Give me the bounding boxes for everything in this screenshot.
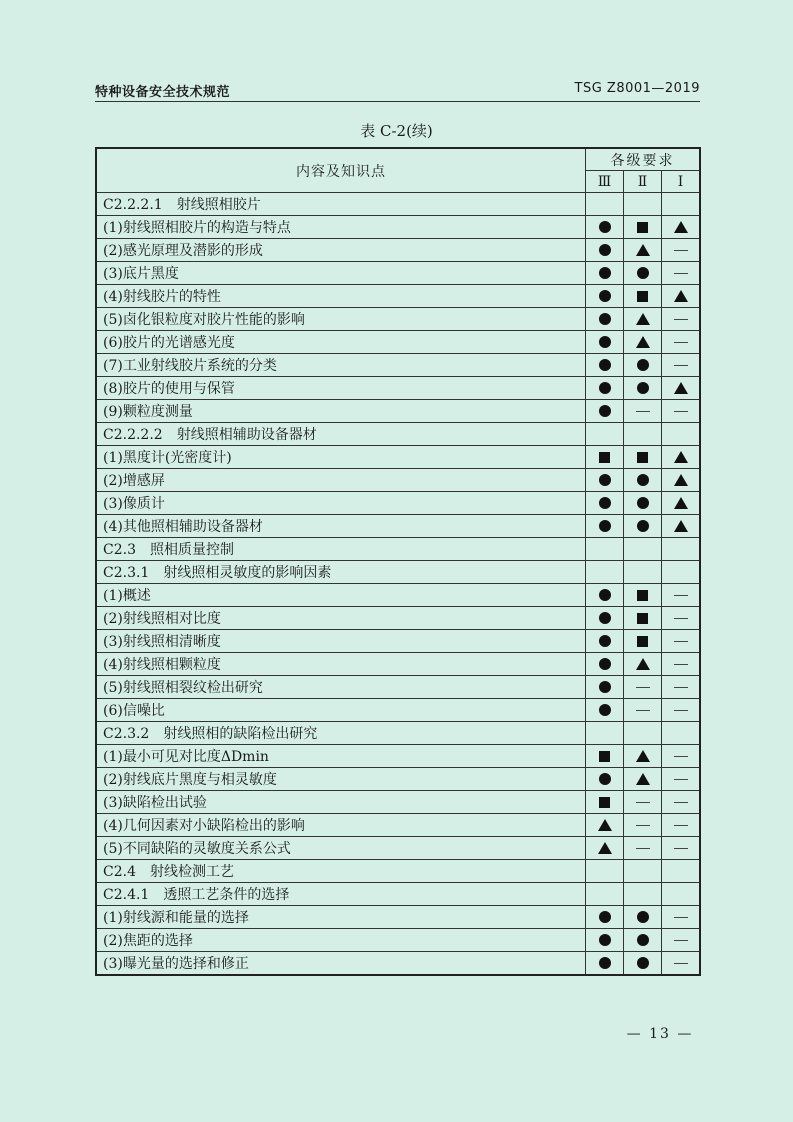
circle-icon (599, 382, 611, 394)
requirement-cell (624, 676, 662, 699)
row-topic: (2)焦距的选择 (96, 929, 586, 952)
circle-icon (599, 221, 611, 233)
table-row (96, 653, 700, 676)
requirement-cell (662, 837, 701, 860)
requirement-cell (662, 814, 701, 837)
circle-icon (599, 911, 611, 923)
requirement-cell (662, 262, 701, 285)
table-row (96, 860, 700, 883)
requirement-cell (624, 469, 662, 492)
triangle-icon (636, 336, 650, 348)
requirement-cell (662, 906, 701, 929)
requirement-cell (586, 653, 624, 676)
row-topic: (1)概述 (96, 584, 586, 607)
requirement-cell (586, 515, 624, 538)
triangle-icon (674, 382, 688, 394)
row-topic: C2.2.2.2 射线照相辅助设备器材 (96, 423, 586, 446)
dash-icon (636, 825, 650, 826)
row-topic: (4)几何因素对小缺陷检出的影响 (96, 814, 586, 837)
requirement-cell (586, 538, 624, 561)
row-topic: C2.2.2.1 射线照相胶片 (96, 193, 586, 216)
circle-icon (599, 934, 611, 946)
requirement-cell (624, 883, 662, 906)
requirement-cell (624, 722, 662, 745)
requirement-cell (624, 699, 662, 722)
dash-icon (674, 940, 688, 941)
requirement-cell (662, 722, 701, 745)
requirement-cell (662, 745, 701, 768)
table-row (96, 676, 700, 699)
row-topic: (9)颗粒度测量 (96, 400, 586, 423)
requirement-cell (662, 676, 701, 699)
requirement-cell (586, 308, 624, 331)
table-row (96, 262, 700, 285)
requirement-cell (662, 400, 701, 423)
row-topic: C2.3.2 射线照相的缺陷检出研究 (96, 722, 586, 745)
requirement-cell (624, 745, 662, 768)
row-topic: C2.4.1 透照工艺条件的选择 (96, 883, 586, 906)
requirement-cell (586, 262, 624, 285)
requirement-cell (586, 423, 624, 446)
triangle-icon (598, 819, 612, 831)
circle-icon (637, 911, 649, 923)
table-row (96, 584, 700, 607)
requirement-cell (586, 860, 624, 883)
requirement-cell (662, 423, 701, 446)
requirement-cell (662, 331, 701, 354)
page-number: — 13 — (626, 1026, 694, 1042)
circle-icon (637, 359, 649, 371)
requirement-cell (586, 906, 624, 929)
row-topic: (1)黑度计(光密度计) (96, 446, 586, 469)
circle-icon (637, 497, 649, 509)
requirement-cell (624, 423, 662, 446)
requirement-cell (586, 837, 624, 860)
triangle-icon (674, 290, 688, 302)
row-topic: (7)工业射线胶片系统的分类 (96, 354, 586, 377)
table-row (96, 377, 700, 400)
table-row (96, 814, 700, 837)
triangle-icon (674, 520, 688, 532)
square-icon (599, 797, 610, 808)
requirement-cell (624, 860, 662, 883)
circle-icon (599, 474, 611, 486)
requirement-cell (624, 515, 662, 538)
requirement-cell (662, 193, 701, 216)
circle-icon (599, 313, 611, 325)
triangle-icon (636, 658, 650, 670)
row-topic: (3)底片黑度 (96, 262, 586, 285)
triangle-icon (636, 244, 650, 256)
triangle-icon (674, 497, 688, 509)
row-topic: (2)增感屏 (96, 469, 586, 492)
row-topic: (4)射线照相颗粒度 (96, 653, 586, 676)
requirement-cell (624, 492, 662, 515)
table-row (96, 400, 700, 423)
row-topic: (3)像质计 (96, 492, 586, 515)
circle-icon (637, 520, 649, 532)
circle-icon (599, 359, 611, 371)
requirement-cell (662, 285, 701, 308)
requirement-cell (624, 630, 662, 653)
dash-icon (674, 250, 688, 251)
circle-icon (599, 635, 611, 647)
table-body (96, 193, 700, 976)
circle-icon (599, 520, 611, 532)
table-row (96, 607, 700, 630)
circle-icon (599, 773, 611, 785)
row-topic: (3)射线照相清晰度 (96, 630, 586, 653)
requirement-cell (624, 768, 662, 791)
requirement-cell (624, 791, 662, 814)
requirement-cell (586, 584, 624, 607)
level-header-iii: Ⅲ (586, 171, 624, 193)
requirement-cell (662, 768, 701, 791)
requirement-cell (624, 216, 662, 239)
table-row (96, 929, 700, 952)
row-topic: (6)信噪比 (96, 699, 586, 722)
requirement-cell (624, 538, 662, 561)
row-topic: C2.3 照相质量控制 (96, 538, 586, 561)
dash-icon (636, 802, 650, 803)
requirement-cell (586, 216, 624, 239)
row-topic: (5)卤化银粒度对胶片性能的影响 (96, 308, 586, 331)
content-column-header: 内容及知识点 (96, 148, 586, 193)
dash-icon (674, 710, 688, 711)
row-topic: (1)最小可见对比度ΔDmin (96, 745, 586, 768)
requirement-cell (624, 446, 662, 469)
square-icon (637, 291, 648, 302)
requirement-cell (662, 561, 701, 584)
requirement-cell (624, 952, 662, 976)
requirement-cell (662, 446, 701, 469)
running-header (95, 79, 700, 102)
requirement-cell (662, 952, 701, 976)
circle-icon (599, 658, 611, 670)
requirement-cell (624, 584, 662, 607)
requirement-cell (586, 492, 624, 515)
row-topic: (8)胶片的使用与保管 (96, 377, 586, 400)
circle-icon (599, 612, 611, 624)
requirement-cell (662, 607, 701, 630)
row-topic: (6)胶片的光谱感光度 (96, 331, 586, 354)
requirement-cell (662, 239, 701, 262)
triangle-icon (636, 773, 650, 785)
requirement-cell (586, 193, 624, 216)
square-icon (637, 636, 648, 647)
requirement-cell (586, 561, 624, 584)
table-row (96, 837, 700, 860)
table-row (96, 285, 700, 308)
row-topic: (4)射线胶片的特性 (96, 285, 586, 308)
table-row (96, 515, 700, 538)
dash-icon (674, 411, 688, 412)
dash-icon (636, 687, 650, 688)
row-topic: C2.4 射线检测工艺 (96, 860, 586, 883)
header-title: 特种设备安全技术规范 (95, 85, 231, 100)
table-row (96, 883, 700, 906)
requirement-cell (624, 262, 662, 285)
triangle-icon (636, 750, 650, 762)
requirement-cell (662, 630, 701, 653)
requirement-cell (662, 492, 701, 515)
requirement-cell (662, 883, 701, 906)
requirement-cell (586, 239, 624, 262)
circle-icon (599, 497, 611, 509)
requirement-cell (586, 883, 624, 906)
dash-icon (674, 802, 688, 803)
row-topic: (4)其他照相辅助设备器材 (96, 515, 586, 538)
table-row (96, 239, 700, 262)
requirement-cell (586, 768, 624, 791)
table-row (96, 331, 700, 354)
level-group-header: 各级要求 (586, 148, 701, 171)
square-icon (637, 452, 648, 463)
circle-icon (637, 934, 649, 946)
table-row (96, 630, 700, 653)
table-row (96, 561, 700, 584)
requirement-cell (662, 216, 701, 239)
circle-icon (599, 589, 611, 601)
row-topic: C2.3.1 射线照相灵敏度的影响因素 (96, 561, 586, 584)
dash-icon (674, 848, 688, 849)
requirement-cell (624, 653, 662, 676)
dash-icon (674, 342, 688, 343)
table-row (96, 745, 700, 768)
requirement-cell (586, 469, 624, 492)
row-topic: (2)射线底片黑度与相灵敏度 (96, 768, 586, 791)
row-topic: (3)曝光量的选择和修正 (96, 952, 586, 976)
requirement-cell (624, 561, 662, 584)
row-topic: (2)射线照相对比度 (96, 607, 586, 630)
dash-icon (636, 710, 650, 711)
requirement-cell (586, 745, 624, 768)
requirement-cell (624, 929, 662, 952)
square-icon (599, 751, 610, 762)
requirement-cell (586, 791, 624, 814)
circle-icon (637, 474, 649, 486)
circle-icon (637, 267, 649, 279)
table-row (96, 791, 700, 814)
table-row (96, 699, 700, 722)
requirement-cell (624, 906, 662, 929)
table-row (96, 308, 700, 331)
dash-icon (674, 664, 688, 665)
dash-icon (674, 319, 688, 320)
requirement-cell (662, 354, 701, 377)
dash-icon (674, 756, 688, 757)
requirement-cell (662, 584, 701, 607)
circle-icon (637, 382, 649, 394)
table-row (96, 354, 700, 377)
dash-icon (674, 641, 688, 642)
requirement-cell (662, 699, 701, 722)
requirement-cell (586, 814, 624, 837)
requirement-cell (662, 791, 701, 814)
requirement-cell (586, 676, 624, 699)
table-row (96, 538, 700, 561)
requirement-cell (586, 354, 624, 377)
requirement-cell (624, 308, 662, 331)
table-row (96, 193, 700, 216)
requirements-table (95, 147, 701, 976)
dash-icon (674, 917, 688, 918)
row-topic: (1)射线照相胶片的构造与特点 (96, 216, 586, 239)
requirement-cell (662, 653, 701, 676)
dash-icon (674, 779, 688, 780)
table-row (96, 906, 700, 929)
level-header-i: Ⅰ (662, 171, 701, 193)
circle-icon (599, 405, 611, 417)
table-row (96, 952, 700, 976)
requirement-cell (662, 929, 701, 952)
table-caption: 表 C-2(续) (360, 122, 433, 140)
dash-icon (674, 595, 688, 596)
table-row (96, 768, 700, 791)
circle-icon (599, 267, 611, 279)
row-topic: (5)不同缺陷的灵敏度关系公式 (96, 837, 586, 860)
dash-icon (636, 411, 650, 412)
dash-icon (674, 825, 688, 826)
row-topic: (1)射线源和能量的选择 (96, 906, 586, 929)
requirement-cell (662, 308, 701, 331)
requirement-cell (624, 377, 662, 400)
circle-icon (599, 290, 611, 302)
table-row (96, 216, 700, 239)
requirement-cell (624, 354, 662, 377)
square-icon (637, 613, 648, 624)
requirement-cell (624, 607, 662, 630)
square-icon (599, 452, 610, 463)
requirement-cell (586, 952, 624, 976)
requirement-cell (662, 377, 701, 400)
requirement-cell (586, 722, 624, 745)
dash-icon (674, 618, 688, 619)
requirement-cell (662, 469, 701, 492)
table-row (96, 446, 700, 469)
requirement-cell (624, 193, 662, 216)
requirement-cell (586, 331, 624, 354)
triangle-icon (598, 842, 612, 854)
row-topic: (5)射线照相裂纹检出研究 (96, 676, 586, 699)
square-icon (637, 222, 648, 233)
dash-icon (674, 963, 688, 964)
triangle-icon (674, 221, 688, 233)
circle-icon (599, 957, 611, 969)
table-row (96, 722, 700, 745)
requirement-cell (662, 515, 701, 538)
requirement-cell (662, 538, 701, 561)
circle-icon (599, 704, 611, 716)
triangle-icon (636, 313, 650, 325)
circle-icon (637, 957, 649, 969)
table-row (96, 423, 700, 446)
row-topic: (3)缺陷检出试验 (96, 791, 586, 814)
requirement-cell (586, 285, 624, 308)
requirement-cell (586, 377, 624, 400)
level-header-ii: Ⅱ (624, 171, 662, 193)
requirement-cell (662, 860, 701, 883)
circle-icon (599, 336, 611, 348)
circle-icon (599, 244, 611, 256)
dash-icon (636, 848, 650, 849)
triangle-icon (674, 451, 688, 463)
circle-icon (599, 681, 611, 693)
requirement-cell (624, 814, 662, 837)
requirement-cell (586, 699, 624, 722)
requirement-cell (624, 285, 662, 308)
table-row (96, 492, 700, 515)
requirement-cell (624, 400, 662, 423)
dash-icon (674, 273, 688, 274)
requirement-cell (586, 630, 624, 653)
table-row (96, 469, 700, 492)
dash-icon (674, 687, 688, 688)
requirement-cell (624, 331, 662, 354)
header-standard-code: TSG Z8001—2019 (574, 81, 700, 96)
row-topic: (2)感光原理及潜影的形成 (96, 239, 586, 262)
dash-icon (674, 365, 688, 366)
requirement-cell (624, 239, 662, 262)
triangle-icon (674, 474, 688, 486)
requirement-cell (586, 446, 624, 469)
requirement-cell (624, 837, 662, 860)
square-icon (637, 590, 648, 601)
requirement-cell (586, 607, 624, 630)
requirement-cell (586, 929, 624, 952)
requirement-cell (586, 400, 624, 423)
